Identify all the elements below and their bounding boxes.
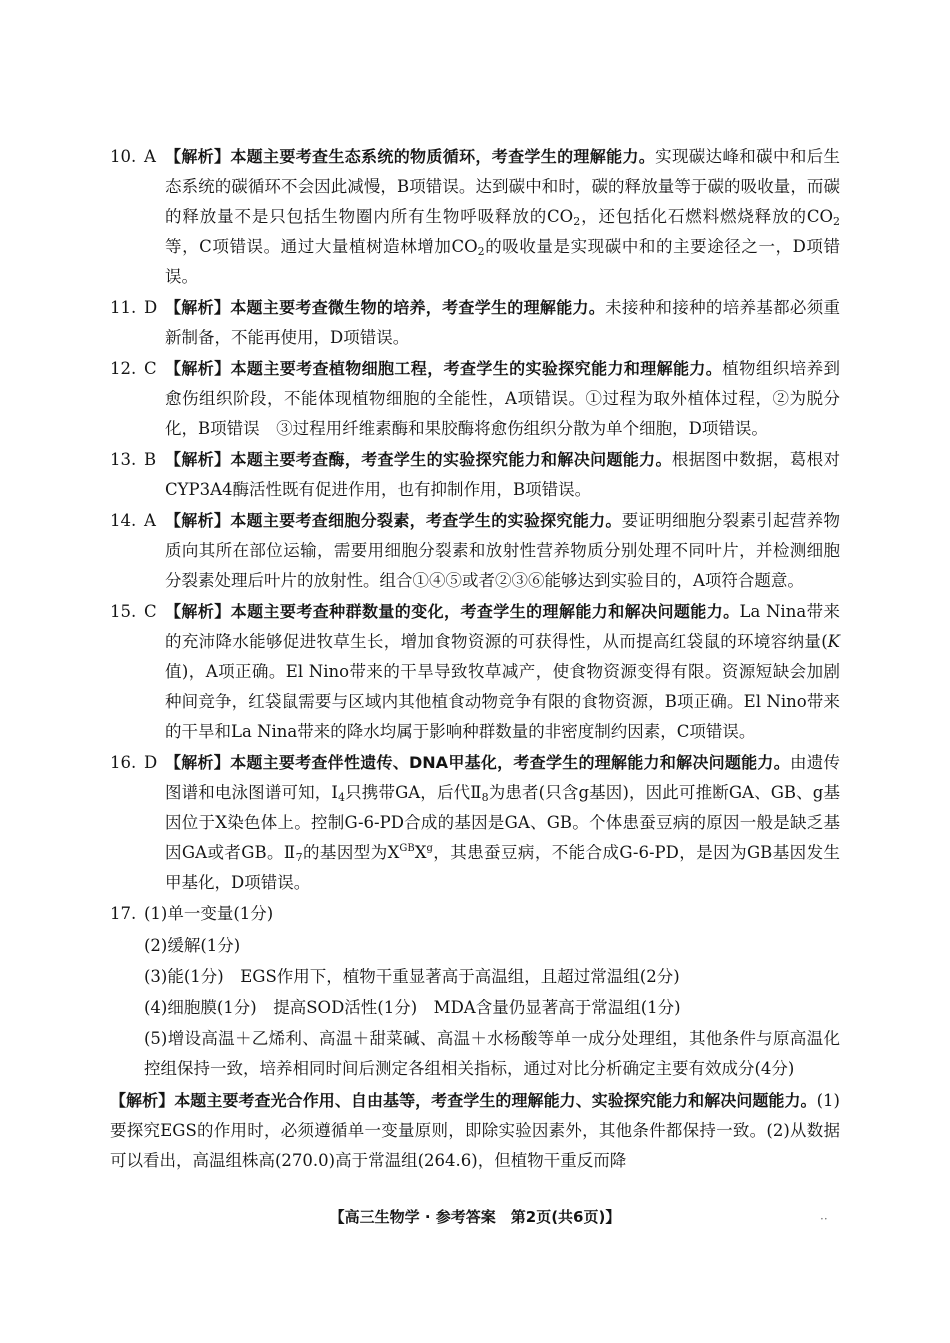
explanation-heading: 【解析】本题主要考查光合作用、自由基等，考查学生的理解能力、实验探究能力和解决问题能力。 [110,1091,817,1110]
explanation: 【解析】本题主要考查伴性遗传、DNA甲基化，考查学生的理解能力和解决问题能力。由遗传图谱和电泳图谱可知，$Ⅰ_4$只携带GA，后代$Ⅱ_8$为患者(只含g基因)，因此可推断GA、GB、g基因位于X染色体上。控制G-6-PD合成的基因是GA、GB。个体患蚕豆病的原因一般是缺乏基因GA或者GB。$Ⅱ_7$的基因型为$X^{GB}X^g$，其患蚕豆病，不能合成G-6-PD，是因为GB基因发生甲基化，D项错误。 [165,753,841,892]
answer-letter: C [144,602,157,621]
answer-item-13 [110,445,840,505]
answer-letter: A [144,511,156,530]
answer-letter: C [144,359,157,378]
answer-item-17 [110,899,840,930]
explanation-heading: 【解析】本题主要考查微生物的培养，考查学生的理解能力。 [165,298,606,317]
explanation-heading: 【解析】本题主要考查细胞分裂素，考查学生的实验探究能力。 [165,511,622,530]
answer-letter: A [144,147,156,166]
question-number: 13. [110,450,137,469]
question-number: 16. [110,753,137,772]
answer-item-10 [110,142,840,292]
explanation: 【解析】本题主要考查细胞分裂素，考查学生的实验探究能力。要证明细胞分裂素引起营养物质向其所在部位运输，需要用细胞分裂素和放射性营养物质分别处理不同叶片，并检测细胞分裂素处理后叶片的放射性。组合①④⑤或者②③⑥能够达到实验目的，A项符合题意。 [165,511,840,590]
question-number: 10. [110,147,137,166]
answer-letter: B [144,450,157,469]
explanation-heading: 【解析】本题主要考查种群数量的变化，考查学生的理解能力和解决问题能力。 [165,602,740,621]
corner-mark: ·· [820,1212,828,1226]
sub-answer-5: (5)增设高温＋乙烯利、高温＋甜菜碱、高温＋水杨酸等单一成分处理组，其他条件与原高温化控组保持一致，培养相同时间后测定各组相关指标，通过对比分析确定主要有效成分(4分) [144,1029,840,1078]
explanation: 【解析】本题主要考查生态系统的物质循环，考查学生的理解能力。实现碳达峰和碳中和后生态系统的碳循环不会因此减慢，B项错误。达到碳中和时，碳的释放量等于碳的吸收量，而碳的释放量不是只包括生物圈内所有生物呼吸释放的$CO_2$，还包括化石燃料燃烧释放的$CO_2$等，C项错误。通过大量植树造林增加$CO_2$的吸收量是实现碳中和的主要途径之一，D项错误。 [165,147,841,286]
question-number: 14. [110,511,137,530]
answer-item-12 [110,354,840,444]
explanation-heading: 【解析】本题主要考查伴性遗传、DNA甲基化，考查学生的理解能力和解决问题能力。 [165,753,790,772]
answer-letter: D [144,753,158,772]
answer-item-16 [110,748,840,898]
explanation: 【解析】本题主要考查酶，考查学生的实验探究能力和解决问题能力。根据图中数据，葛根对CYP3A4酶活性既有促进作用，也有抑制作用，B项错误。 [165,450,840,499]
answer-item-11 [110,293,840,353]
sub-answers-continued [110,931,840,1084]
explanation: 【解析】本题主要考查植物细胞工程，考查学生的实验探究能力和理解能力。植物组织培养到愈伤组织阶段，不能体现植物细胞的全能性，A项错误。①过程为取外植体过程，②为脱分化，B项错误 ③过程用纤维素酶和果胶酶将愈伤组织分散为单个细胞，D项错误。 [165,359,840,438]
answer-item-15 [110,597,840,747]
sub-answer-3: (3)能(1分) EGS作用下，植物干重显著高于高温组，且超过常温组(2分) [144,967,680,986]
question-number: 12. [110,359,137,378]
sub-answer-1: (1)单一变量(1分) [144,904,274,923]
explanation-heading: 【解析】本题主要考查生态系统的物质循环，考查学生的理解能力。 [165,147,656,166]
answer-item-14 [110,506,840,596]
question-number: 11. [110,298,137,317]
sub-answer-4: (4)细胞膜(1分) 提高SOD活性(1分) MDA含量仍显著高于常温组(1分) [144,998,681,1017]
sub-answers [144,899,840,930]
explanation-heading: 【解析】本题主要考查植物细胞工程，考查学生的实验探究能力和理解能力。 [165,359,723,378]
answer-page [110,142,840,1176]
sub-answer-2: (2)缓解(1分) [144,936,241,955]
explanation: 【解析】本题主要考查微生物的培养，考查学生的理解能力。未接种和接种的培养基都必须重新制备，不能再使用，D项错误。 [165,298,840,347]
question-number: 17. [110,904,137,923]
explanation-heading: 【解析】本题主要考查酶，考查学生的实验探究能力和解决问题能力。 [165,450,672,469]
page-footer: 【高三生物学 · 参考答案 第2页(共6页)】 [329,1208,621,1226]
question-number: 15. [110,602,137,621]
answer-letter: D [144,298,158,317]
q17-explanation: 【解析】本题主要考查光合作用、自由基等，考查学生的理解能力、实验探究能力和解决问题能力。(1)要探究EGS的作用时，必须遵循单一变量原则，即除实验因素外，其他条件都保持一致。(2)从数据可以看出，高温组株高(270.0)高于常温组(264.6)，但植物干重反而降 [110,1091,840,1170]
explanation: 【解析】本题主要考查种群数量的变化，考查学生的理解能力和解决问题能力。La Nina带来的充沛降水能够促进牧草生长，增加食物资源的可获得性，从而提高红袋鼠的环境容纳量(K 值)，A项正确。El Nino带来的干旱导致牧草减产，使食物资源变得有限。资源短缺会加剧种间竞争，红袋鼠需要与区域内其他植食动物竞争有限的食物资源，B项正确。El Nino带来的干旱和La Nina带来的降水均属于影响种群数量的非密度制约因素，C项错误。 [165,602,840,741]
